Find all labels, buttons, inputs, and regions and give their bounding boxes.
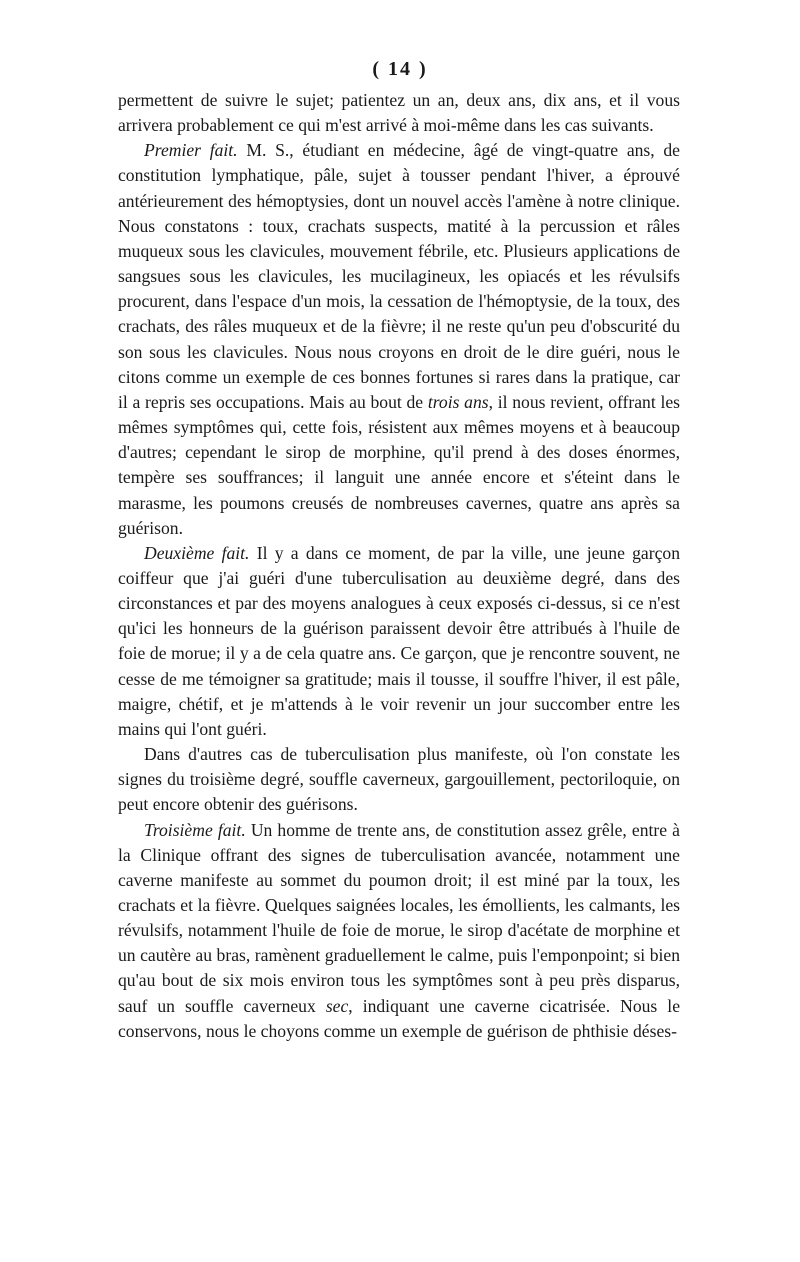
paragraph-text: Dans d'autres cas de tuberculisation plus manifeste, où l'on constate les signes du troisième degré, souffle caverneux, gargouillement, pectoriloquie, on peut encore obtenir des guérisons.	[118, 744, 680, 815]
paragraph-text: Il y a dans ce moment, de par la ville, une jeune garçon coiffeur que j'ai guéri d'une tuberculisation au deuxième degré, dans des circonstances et par des moyens analogues à ceux exposés ci-dessus, si ce n'est qu'ici les honneurs de la guérison paraissent devoir être attribués à l'huile de foie de morue; il y a de cela quatre ans. Ce garçon, que je rencontre souvent, ne cesse de me témoigner sa gratitude; mais il tousse, il souffre l'hiver, il est pâle, maigre, chétif, et je m'attends à le voir revenir un jour succomber entre les mains qui l'ont guéri.	[118, 542, 681, 739]
paragraph-text-after: , il nous revient, offrant les mêmes symptômes qui, cette fois, résistent aux mêmes moyens et à beaucoup d'autres; cependant le sirop de morphine, qu'il prend à des doses énormes, tempère ses souffrances; il languit une année encore et s'éteint dans le marasme, les poumons creusés de nombreuses cavernes, quatre ans après sa guérison.	[118, 391, 681, 538]
page-number: ( 14 )	[372, 58, 428, 80]
paragraph-heading: Premier fait.	[144, 140, 238, 161]
body-text	[118, 88, 680, 1044]
paragraph-text: Un homme de trente ans, de constitution assez grêle, entre à la Clinique offrant des signes de tuberculisation avancée, notamment une caverne manifeste au sommet du poumon droit; il est miné par la toux, les crachats et la fièvre. Quelques saignées locales, les émollients, les calmants, les révulsifs, notamment l'huile de foie de morue, le sirop d'acétate de morphine et un cautère au bras, ramènent graduellement le calme, puis l'emponpoint; si bien qu'au bout de six mois environ tous les symptômes sont à peu près disparus, sauf un souffle caverneux	[118, 819, 680, 1016]
paragraph-text: permettent de suivre le sujet; patientez un an, deux ans, dix ans, et il vous arrivera probablement ce qui m'est arrivé à moi-même dans les cas suivants.	[118, 90, 680, 136]
paragraph-heading: Troisième fait.	[144, 819, 246, 840]
paragraph-premier-fait	[118, 138, 680, 541]
emphasis-text: trois ans	[427, 391, 489, 412]
paragraph-autres-cas	[118, 742, 680, 817]
emphasis-text: sec	[325, 995, 349, 1016]
paragraph-deuxieme-fait	[118, 541, 680, 742]
paragraph-heading: Deuxième fait.	[144, 542, 250, 563]
paragraph-continuation	[118, 88, 680, 138]
paragraph-text: M. S., étudiant en médecine, âgé de vingt-quatre ans, de constitution lymphatique, pâle, sujet à tousser pendant l'hiver, a éprouvé antérieurement des hémoptysies, dont un nouvel accès l'amène à notre clinique. Nous constatons : toux, crachats suspects, matité à la percussion et râles muqueux sous les clavicules, mouvement fébrile, etc. Plusieurs applications de sangsues sous les clavicules, les mucilagineux, les opiacés et les révulsifs procurent, dans l'espace d'un mois, la cessation de l'hémoptysie, de la toux, des crachats, des râles muqueux et de la fièvre; il ne reste qu'un peu d'obscurité du son sous les clavicules. Nous nous croyons en droit de le dire guéri, nous le citons comme un exemple de ces bonnes fortunes si rares dans la pratique, car il a repris ses occupations. Mais au bout de	[118, 140, 680, 412]
paragraph-troisieme-fait	[118, 818, 680, 1044]
paragraph-text-after: , indiquant une caverne cicatrisée. Nous le conservons, nous le choyons comme un exemple de guérison de phthisie déses-	[118, 995, 680, 1041]
